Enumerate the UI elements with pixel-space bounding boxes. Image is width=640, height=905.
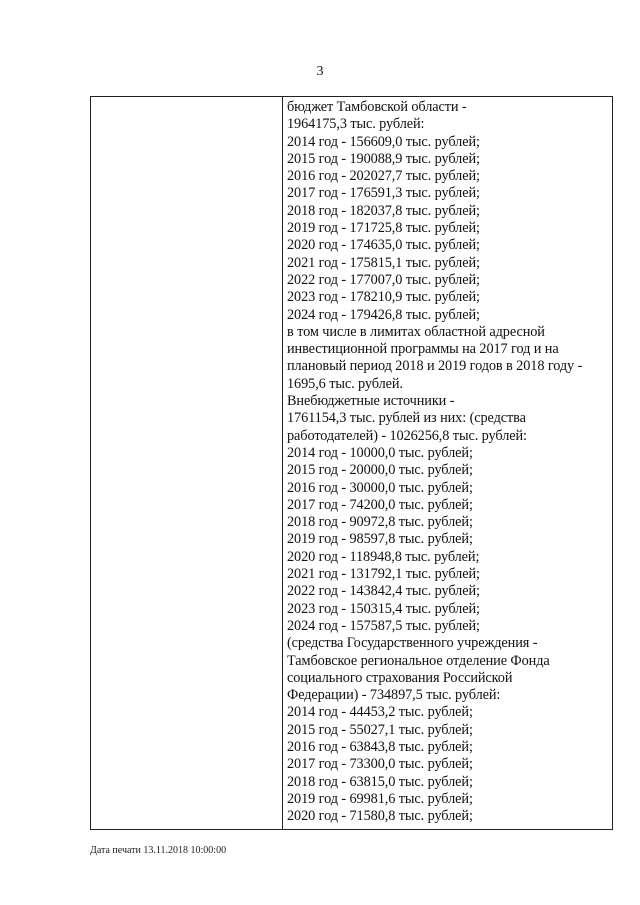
text-line: 2019 год - 98597,8 тыс. рублей; xyxy=(287,531,473,548)
text-line: 2022 год - 177007,0 тыс. рублей; xyxy=(287,271,480,288)
text-line: 2017 год - 73300,0 тыс. рублей; xyxy=(287,756,473,773)
text-line: 1761154,3 тыс. рублей из них: (средства xyxy=(287,410,526,427)
text-line: 2016 год - 30000,0 тыс. рублей; xyxy=(287,479,473,496)
text-line: 2014 год - 156609,0 тыс. рублей; xyxy=(287,133,480,150)
text-line: работодателей) - 1026256,8 тыс. рублей: xyxy=(287,427,527,444)
text-line: 2019 год - 69981,6 тыс. рублей; xyxy=(287,790,473,807)
text-line: 2022 год - 143842,4 тыс. рублей; xyxy=(287,583,480,600)
text-line: социального страхования Российской xyxy=(287,669,513,686)
text-line: 2018 год - 90972,8 тыс. рублей; xyxy=(287,514,473,531)
text-line: 2014 год - 44453,2 тыс. рублей; xyxy=(287,704,473,721)
table-left-cell xyxy=(91,97,283,829)
text-line: 2020 год - 118948,8 тыс. рублей; xyxy=(287,548,480,565)
text-line: в том числе в лимитах областной адресной xyxy=(287,323,545,340)
text-line: 1695,6 тыс. рублей. xyxy=(287,375,403,392)
text-line: 2023 год - 178210,9 тыс. рублей; xyxy=(287,289,480,306)
text-line: 2015 год - 55027,1 тыс. рублей; xyxy=(287,721,473,738)
text-line: Тамбовское региональное отделение Фонда xyxy=(287,652,550,669)
text-line: плановый период 2018 и 2019 годов в 2018 году - xyxy=(287,358,583,375)
text-line: 2014 год - 10000,0 тыс. рублей; xyxy=(287,444,473,461)
table-right-cell xyxy=(283,97,612,829)
financing-table xyxy=(90,96,613,830)
text-line: 2018 год - 182037,8 тыс. рублей; xyxy=(287,202,480,219)
text-line: бюджет Тамбовской области - xyxy=(287,99,467,115)
text-line: инвестиционной программы на 2017 год и на xyxy=(287,341,559,358)
text-line: 1964175,3 тыс. рублей: xyxy=(287,116,425,133)
print-date-footer: Дата печати 13.11.2018 10:00:00 xyxy=(90,845,227,856)
text-line: 2015 год - 20000,0 тыс. рублей; xyxy=(287,462,473,479)
text-line: 2024 год - 157587,5 тыс. рублей; xyxy=(287,617,480,634)
text-line: 2017 год - 74200,0 тыс. рублей; xyxy=(287,496,473,513)
text-line: 2016 год - 202027,7 тыс. рублей; xyxy=(287,168,480,185)
page-number: 3 xyxy=(316,64,324,79)
text-line: 2021 год - 131792,1 тыс. рублей; xyxy=(287,566,480,583)
text-line: (средства Государственного учреждения - xyxy=(287,635,538,652)
text-line: Федерации) - 734897,5 тыс. рублей: xyxy=(287,687,501,704)
text-line: 2017 год - 176591,3 тыс. рублей; xyxy=(287,185,480,202)
text-line: 2024 год - 179426,8 тыс. рублей; xyxy=(287,306,480,323)
text-line: 2018 год - 63815,0 тыс. рублей; xyxy=(287,773,473,790)
text-line: Внебюджетные источники - xyxy=(287,393,455,410)
text-line: 2019 год - 171725,8 тыс. рублей; xyxy=(287,220,480,237)
text-line: 2020 год - 174635,0 тыс. рублей; xyxy=(287,237,480,254)
text-line: 2015 год - 190088,9 тыс. рублей; xyxy=(287,150,480,167)
text-line: 2021 год - 175815,1 тыс. рублей; xyxy=(287,254,480,271)
text-line: 2020 год - 71580,8 тыс. рублей; xyxy=(287,808,473,825)
text-line: 2023 год - 150315,4 тыс. рублей; xyxy=(287,600,480,617)
text-line: 2016 год - 63843,8 тыс. рублей; xyxy=(287,738,473,755)
